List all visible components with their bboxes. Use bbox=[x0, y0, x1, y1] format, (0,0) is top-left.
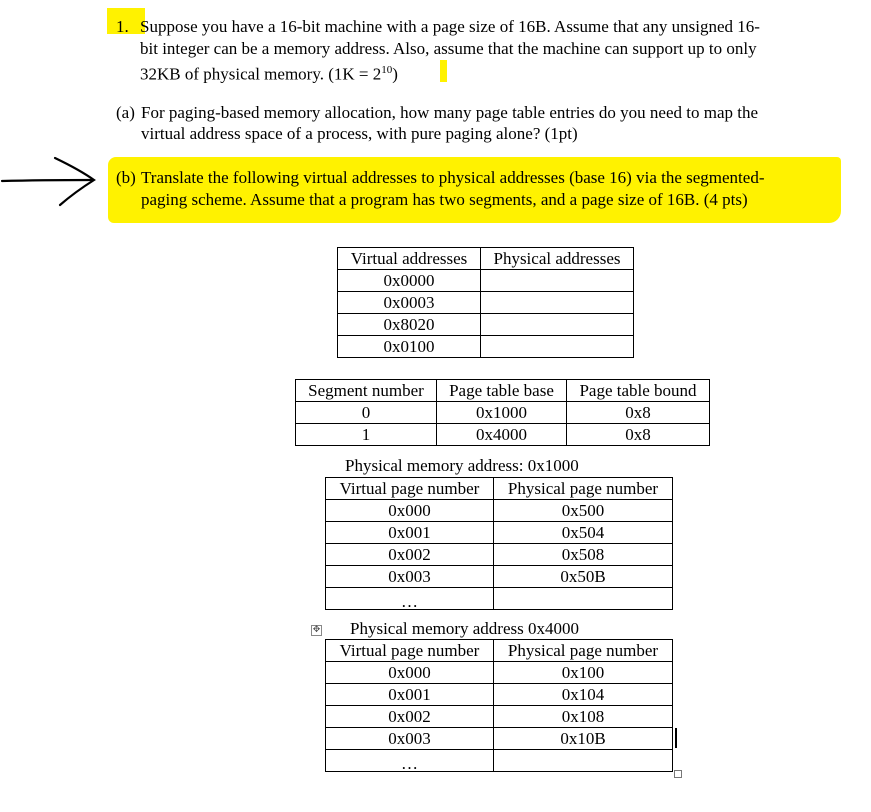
table-row bbox=[326, 706, 673, 728]
header-physical-addresses: Physical addresses bbox=[481, 248, 634, 270]
physical-page-cell bbox=[494, 750, 673, 772]
intro-line-2: bit integer can be a memory address. Also, assume that the machine can support up to only bbox=[140, 39, 757, 58]
table-row bbox=[296, 424, 710, 446]
part-b-line-1: Translate the following virtual addresses to physical addresses (base 16) via the segmented- bbox=[141, 168, 765, 187]
table-row bbox=[326, 544, 673, 566]
virtual-address-cell: 0x8020 bbox=[338, 314, 481, 336]
part-b-label: (b) bbox=[116, 168, 136, 187]
table-row bbox=[338, 336, 634, 358]
part-a-line-1: For paging-based memory allocation, how many page table entries do you need to map the bbox=[141, 103, 759, 122]
physical-address-cell[interactable] bbox=[481, 336, 634, 358]
table-row bbox=[326, 588, 673, 610]
part-b-line-2 bbox=[141, 190, 748, 210]
header-page-table-base: Page table base bbox=[437, 380, 567, 402]
page-table-1-caption: Physical memory address: 0x1000 bbox=[345, 456, 579, 475]
table-row bbox=[326, 566, 673, 588]
virtual-page-cell: 0x001 bbox=[326, 522, 494, 544]
page-table-1-header bbox=[326, 478, 673, 500]
table-row bbox=[326, 522, 673, 544]
segment-number-cell: 1 bbox=[296, 424, 437, 446]
table-row bbox=[296, 402, 710, 424]
table-row bbox=[326, 500, 673, 522]
segment-table-header bbox=[296, 380, 710, 402]
table-row bbox=[326, 728, 673, 750]
header-page-table-bound: Page table bound bbox=[567, 380, 710, 402]
physical-page-cell: 0x50B bbox=[494, 566, 673, 588]
table-row bbox=[338, 292, 634, 314]
header-virtual-addresses: Virtual addresses bbox=[338, 248, 481, 270]
physical-page-cell: 0x508 bbox=[494, 544, 673, 566]
page-table-2 bbox=[325, 639, 673, 772]
virtual-address-cell: 0x0003 bbox=[338, 292, 481, 314]
virtual-page-cell: 0x000 bbox=[326, 500, 494, 522]
header-physical-page-number: Physical page number bbox=[494, 640, 673, 662]
page-table-base-cell: 0x1000 bbox=[437, 402, 567, 424]
header-physical-page-number: Physical page number bbox=[494, 478, 673, 500]
ellipsis-cell: … bbox=[326, 750, 494, 772]
arrow-annotation-icon bbox=[0, 150, 110, 220]
physical-page-cell: 0x10B bbox=[494, 728, 673, 750]
physical-page-cell: 0x504 bbox=[494, 522, 673, 544]
question-number: 1. bbox=[116, 17, 129, 36]
page-table-2-caption: Physical memory address 0x4000 bbox=[350, 619, 579, 638]
physical-page-cell: 0x108 bbox=[494, 706, 673, 728]
table-row bbox=[326, 662, 673, 684]
virtual-page-cell: 0x002 bbox=[326, 706, 494, 728]
table-row bbox=[326, 750, 673, 772]
segment-table bbox=[295, 379, 710, 446]
part-a-label: (a) bbox=[116, 103, 135, 122]
physical-address-cell[interactable] bbox=[481, 292, 634, 314]
physical-page-cell: 0x500 bbox=[494, 500, 673, 522]
segment-number-cell: 0 bbox=[296, 402, 437, 424]
intro-line-3-text: 32KB of physical memory. (1K = 2 bbox=[140, 64, 382, 84]
intro-close: ) bbox=[392, 64, 398, 84]
header-virtual-page-number: Virtual page number bbox=[326, 640, 494, 662]
physical-page-cell: 0x100 bbox=[494, 662, 673, 684]
virtual-address-cell: 0x0000 bbox=[338, 270, 481, 292]
virtual-page-cell: 0x002 bbox=[326, 544, 494, 566]
virtual-page-cell: 0x003 bbox=[326, 566, 494, 588]
page-table-base-cell: 0x4000 bbox=[437, 424, 567, 446]
page-table-1 bbox=[325, 477, 673, 610]
page-table-2-header bbox=[326, 640, 673, 662]
virtual-page-cell: 0x000 bbox=[326, 662, 494, 684]
physical-page-cell bbox=[494, 588, 673, 610]
table-resize-handle[interactable] bbox=[674, 770, 682, 778]
table-row bbox=[338, 314, 634, 336]
virtual-page-cell: 0x003 bbox=[326, 728, 494, 750]
header-virtual-page-number: Virtual page number bbox=[326, 478, 494, 500]
physical-address-cell[interactable] bbox=[481, 270, 634, 292]
page-table-bound-cell: 0x8 bbox=[567, 402, 710, 424]
text-cursor bbox=[675, 728, 677, 748]
virtual-address-cell: 0x0100 bbox=[338, 336, 481, 358]
address-table bbox=[337, 247, 634, 358]
table-row bbox=[338, 270, 634, 292]
intro-exponent: 10 bbox=[381, 64, 393, 76]
page-table-bound-cell: 0x8 bbox=[567, 424, 710, 446]
table-move-handle-icon[interactable]: ✥ bbox=[312, 625, 321, 635]
physical-address-cell[interactable] bbox=[481, 314, 634, 336]
address-table-header bbox=[338, 248, 634, 270]
virtual-page-cell: 0x001 bbox=[326, 684, 494, 706]
table-row bbox=[326, 684, 673, 706]
physical-page-cell: 0x104 bbox=[494, 684, 673, 706]
ellipsis-cell: … bbox=[326, 588, 494, 610]
header-segment-number: Segment number bbox=[296, 380, 437, 402]
intro-line-1: Suppose you have a 16-bit machine with a page size of 16B. Assume that any unsigned 16- bbox=[140, 17, 760, 36]
highlight-cursor-mark bbox=[440, 60, 447, 82]
intro-line-3 bbox=[140, 60, 398, 85]
part-b-line-2-text: paging scheme. Assume that a program has two segments, and a page size of 16B. bbox=[141, 190, 700, 209]
part-a-line-2: virtual address space of a process, with pure paging alone? (1pt) bbox=[141, 124, 578, 143]
part-b-points: (4 pts) bbox=[699, 190, 748, 209]
